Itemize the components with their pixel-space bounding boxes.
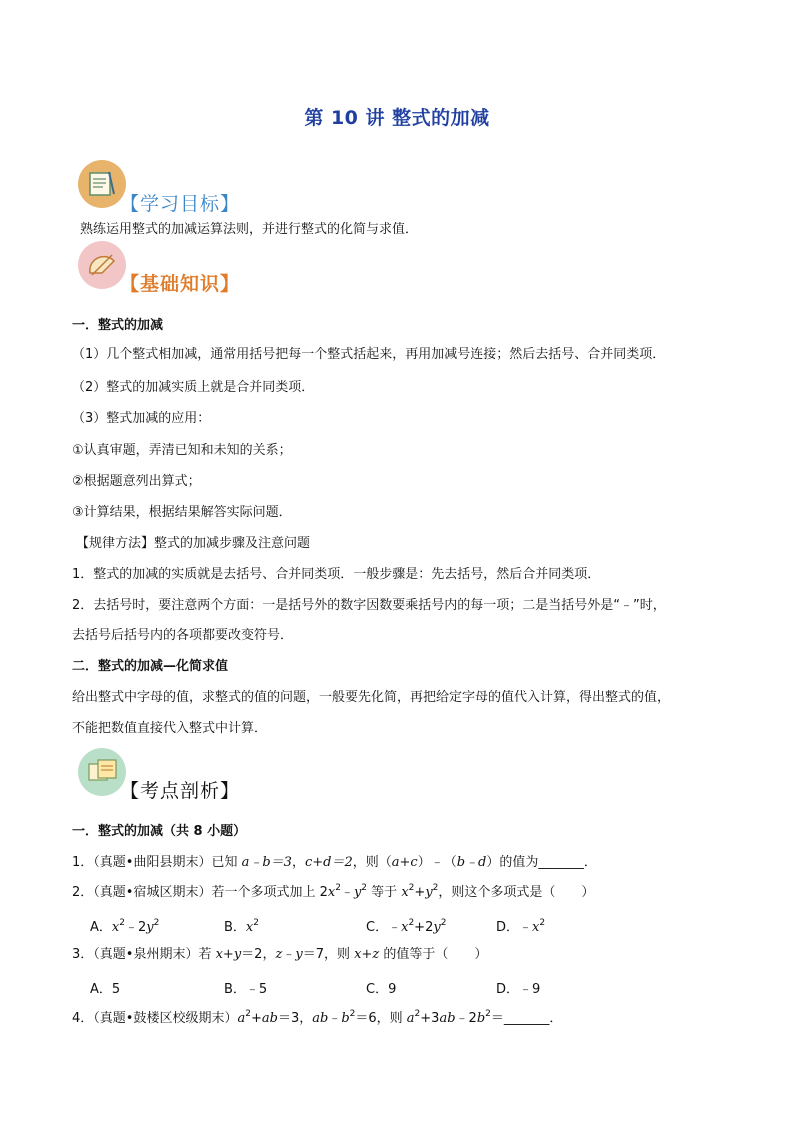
section-heading-basics: 【基础知识】 bbox=[120, 273, 241, 295]
question-4: 4．（真题•鼓楼区校级期末）$a^2+ab=3$，$ab﹣b^2=6$，则 $a^2+3ab﹣2b^2=\_\_\_\_\_\_\_$． bbox=[72, 1008, 563, 1026]
question-3-option-d: D．﹣9 bbox=[496, 982, 541, 997]
basics-paragraph-1: （1）几个整式相加减，通常用括号把每一个整式括起来，再用加减号连接；然后去括号、合并同类项． bbox=[72, 347, 666, 362]
rule-1: 1．整式的加减的实质就是去括号、合并同类项．一般步骤是：先去括号，然后合并同类项． bbox=[72, 567, 601, 582]
basics-step-1: ①认真审题，弄清已知和未知的关系； bbox=[72, 443, 292, 458]
question-1-minus: ）﹣（ bbox=[417, 855, 457, 870]
math-term: x bbox=[245, 920, 254, 935]
question-1-prefix: 1．（真题•曲阳县期末）已知 bbox=[72, 855, 238, 870]
question-3: 3．（真题•泉州期末）若 x+y＝2，z﹣y＝7，则 x+z 的值等于（ ） bbox=[72, 947, 488, 962]
question-2-option-a: A．$x^2﹣2y^2$ bbox=[90, 917, 160, 935]
math-term: y bbox=[433, 920, 441, 935]
math-term: x+y bbox=[215, 947, 242, 962]
question-3-option-b: B．﹣5 bbox=[224, 982, 268, 997]
question-1-suffix: ）的值为_______． bbox=[486, 855, 597, 870]
rule-heading: 【规律方法】整式的加减步骤及注意问题 bbox=[76, 536, 311, 551]
basics-step-2: ②根据题意列出算式； bbox=[72, 474, 201, 489]
protractor-icon bbox=[78, 241, 126, 289]
question-1-expr-1: a+c bbox=[391, 855, 418, 870]
question-3-prefix: 3．（真题•泉州期末）若 bbox=[72, 947, 212, 962]
notebook-icon bbox=[78, 160, 126, 208]
math-term: x bbox=[401, 920, 409, 935]
question-3-option-a: A．5 bbox=[90, 982, 121, 997]
math-term: x+z bbox=[354, 947, 380, 962]
math-term: y bbox=[295, 947, 303, 962]
math-term: y bbox=[425, 885, 433, 900]
basics-paragraph-2: （2）整式的加减实质上就是合并同类项． bbox=[72, 380, 315, 395]
basics-step-3: ③计算结果，根据结果解答实际问题． bbox=[72, 505, 292, 520]
question-1-mid: ，则（ bbox=[352, 855, 392, 870]
basics-heading-2: 二．整式的加减—化简求值 bbox=[72, 659, 229, 674]
rule-2-line-1: 2．去括号时，要注意两个方面：一是括号外的数字因数要乘括号内的每一项；二是当括号外是“﹣”时， bbox=[72, 598, 666, 613]
simplify-line-1: 给出整式中字母的值，求整式的值的问题，一般要先化简，再把给定字母的值代入计算，得出整式的值， bbox=[72, 690, 671, 705]
math-term: ab bbox=[261, 1011, 278, 1026]
question-1-cond-1: a﹣b＝3 bbox=[241, 855, 292, 870]
option-label: A． bbox=[90, 920, 112, 935]
math-term: x bbox=[401, 885, 409, 900]
math-term: y bbox=[146, 920, 154, 935]
math-term: a bbox=[406, 1011, 415, 1026]
option-label: D． bbox=[496, 920, 520, 935]
question-4-suffix: ＝_______． bbox=[490, 1011, 563, 1026]
math-term: z bbox=[275, 947, 283, 962]
question-2-option-d: D．$﹣x^2$ bbox=[496, 917, 546, 935]
section-heading-analysis: 【考点剖析】 bbox=[120, 780, 241, 802]
question-2-option-b: B．$x^2$ bbox=[224, 917, 259, 935]
question-2-suffix: ，则这个多项式是（ ） bbox=[438, 885, 595, 900]
section-heading-goals: 【学习目标】 bbox=[120, 193, 241, 215]
basics-paragraph-3: （3）整式加减的应用： bbox=[72, 411, 211, 426]
question-4-prefix: 4．（真题•鼓楼区校级期末） bbox=[72, 1011, 238, 1026]
math-term: ab bbox=[439, 1011, 456, 1026]
math-term: x bbox=[111, 920, 120, 935]
math-term: b bbox=[476, 1011, 486, 1026]
math-term: y bbox=[353, 885, 362, 900]
question-2-prefix: 2．（真题•宿城区期末）若一个多项式加上 2 bbox=[72, 885, 328, 900]
question-2: 2．（真题•宿城区期末）若一个多项式加上 $2x^2﹣y^2$ 等于 $x^2+y^2$，则这个多项式是（ ） bbox=[72, 882, 595, 900]
question-3-option-c: C．9 bbox=[366, 982, 397, 997]
basics-heading-1: 一．整式的加减 bbox=[72, 318, 164, 333]
goal-text: 熟练运用整式的加减运算法则，并进行整式的化简与求值． bbox=[80, 222, 419, 237]
math-term: x bbox=[327, 885, 336, 900]
documents-icon bbox=[78, 748, 126, 796]
question-1-cond-2: c+d＝2 bbox=[304, 855, 353, 870]
page-title: 第 10 讲 整式的加减 bbox=[304, 107, 490, 129]
rule-2-line-2: 去括号后括号内的各项都要改变符号． bbox=[72, 628, 294, 643]
math-term: a bbox=[237, 1011, 246, 1026]
option-label: C． bbox=[366, 920, 389, 935]
analysis-heading-1: 一．整式的加减（共 8 小题） bbox=[72, 824, 247, 839]
option-label: B． bbox=[224, 920, 246, 935]
question-1: 1．（真题•曲阳县期末）已知 a﹣b＝3，c+d＝2，则（a+c）﹣（b﹣d）的值为_______． bbox=[72, 855, 597, 870]
math-term: x bbox=[532, 920, 540, 935]
question-2-mid: 等于 bbox=[371, 885, 398, 900]
question-3-suffix: 的值等于（ ） bbox=[383, 947, 488, 962]
question-2-option-c: C．$﹣x^2+2y^2$ bbox=[366, 917, 447, 935]
math-term: b bbox=[341, 1011, 350, 1026]
question-1-expr-2: b﹣d bbox=[456, 855, 487, 870]
simplify-line-2: 不能把数值直接代入整式中计算． bbox=[72, 721, 268, 736]
math-term: ab bbox=[312, 1011, 329, 1026]
